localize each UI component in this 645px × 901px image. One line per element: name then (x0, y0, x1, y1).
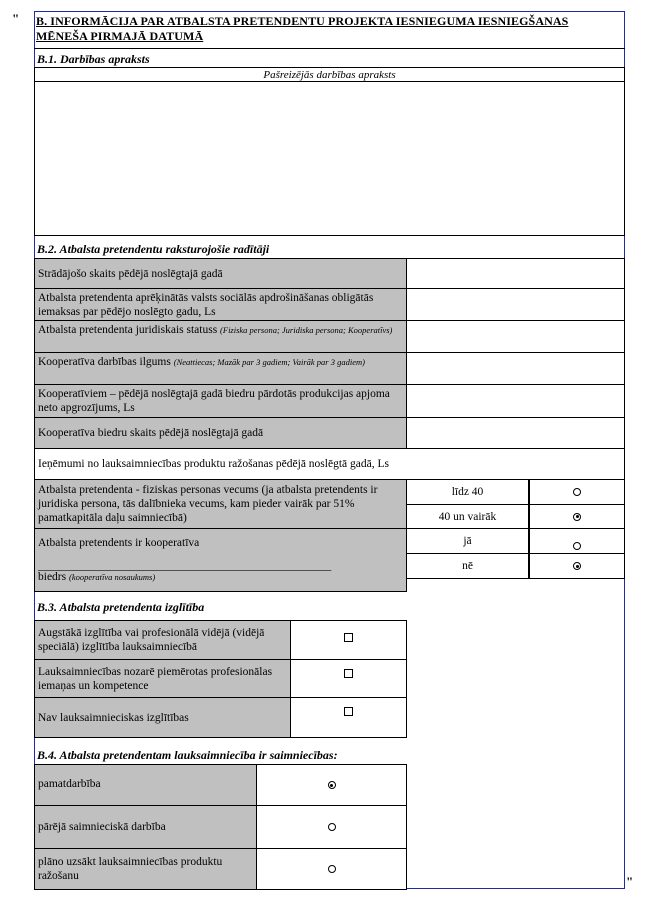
section-b-title-line2: MĒNEŠA PIRMAJĀ DATUMĀ (36, 29, 204, 43)
education-checkbox-cell[interactable] (290, 659, 407, 698)
farming-radio-cell[interactable] (256, 848, 407, 890)
b2-row-value-field[interactable] (406, 320, 625, 353)
coop-suffix: biedrs (38, 571, 69, 583)
b2-row-label-text: Atbalsta pretendenta aprēķinātās valsts sociālās apdrošināšanas obligātās iemaksas par pēdējo noslēgto gadu, Ls (38, 291, 374, 318)
b2-row-label (34, 417, 407, 449)
coop-label-cell (34, 528, 407, 592)
farming-radio-cell[interactable] (256, 805, 407, 849)
section-b-title-line1: B. INFORMĀCIJA PAR ATBALSTA PRETENDENTU PROJEKTA IESNIEGUMA IESNIEGŠANAS (36, 14, 569, 28)
opening-quote: " (12, 11, 20, 26)
education-option-text: Lauksaimniecības nozarē piemērotas profesionālas iemaņas un kompetence (38, 665, 273, 692)
b2-row-label-text: Kooperatīviem – pēdējā noslēgtajā gadā biedru pārdotās produkcijas apjoma neto apgrozījums, Ls (38, 388, 390, 414)
b2-row-value-field[interactable] (406, 417, 625, 449)
education-option-label (34, 620, 291, 660)
age-option-label: līdz 40 (406, 479, 529, 505)
b1-description-field[interactable] (34, 81, 625, 236)
b2-row-note: (Neattiecas; Mazāk par 3 gadiem; Vairāk par 3 gadiem) (173, 357, 365, 367)
farming-option-label (34, 764, 257, 806)
age-option-label: 40 un vairāk (406, 504, 529, 529)
b1-title: B.1. Darbības apraksts (37, 52, 150, 66)
education-option-label (34, 697, 291, 738)
b2-row-value-field[interactable] (406, 384, 625, 418)
checkbox[interactable] (344, 707, 353, 716)
education-option-text: Augstākā izglītība vai profesionālā vidējā (vidējā speciālā) izglītība lauksaimniecībā (38, 627, 265, 653)
radio-button-selected[interactable] (328, 781, 336, 789)
coop-option-radio-cell[interactable] (528, 528, 625, 554)
divider (34, 48, 625, 49)
age-option-radio-cell[interactable] (528, 504, 625, 529)
section-b-title (36, 14, 616, 44)
b3-title: B.3. Atbalsta pretendenta izglītība (37, 600, 205, 614)
education-option-text: Nav lauksaimnieciskas izglītības (38, 711, 189, 724)
radio-button[interactable] (573, 488, 581, 496)
coop-option-radio-cell[interactable] (528, 553, 625, 579)
farming-option-text: pamatdarbība (38, 778, 101, 790)
radio-button-selected[interactable] (573, 562, 581, 570)
radio-button[interactable] (328, 823, 336, 831)
b2-row-label-text: Strādājošo skaits pēdējā noslēgtajā gadā (38, 267, 223, 280)
b2-row-label (34, 258, 407, 289)
age-label-cell (34, 479, 407, 529)
b2-row-label-text: Atbalsta pretendenta juridiskais statuss (38, 324, 221, 336)
coop-blank-line: ___________________________________________________ (38, 560, 332, 572)
b2-row-label (34, 288, 407, 321)
age-label: Atbalsta pretendenta - fiziskas personas vecums (ja atbalsta pretendents ir juridiska persona, tās dalībnieka vecums, kam pieder vairāk par 51% pamatkapitāla daļu saimniecībā) (38, 484, 378, 524)
education-checkbox-cell[interactable] (290, 620, 407, 660)
coop-option-label: jā (406, 528, 529, 554)
coop-label: Atbalsta pretendents ir kooperatīva (38, 537, 200, 549)
b2-row-note: (Fiziska persona; Juridiska persona; Kooperatīvs) (220, 325, 393, 335)
b2-row-label (34, 352, 407, 385)
b2-row-value-field[interactable] (406, 258, 625, 289)
b2-row-label-text: Kooperatīva darbības ilgums (38, 356, 174, 368)
farming-option-label (34, 805, 257, 849)
b2-row-value-field[interactable] (406, 288, 625, 321)
radio-button[interactable] (328, 865, 336, 873)
b2-row-value-field[interactable] (406, 448, 625, 480)
b2-row-value-field[interactable] (406, 352, 625, 385)
b2-row-label-text: Kooperatīva biedru skaits pēdējā noslēgtajā gadā (38, 427, 264, 439)
b2-row-label-text: Ieņēmumi no lauksaimniecības produktu ražošanas pēdējā noslēgtā gadā, Ls (38, 458, 389, 470)
coop-option-label: nē (406, 553, 529, 579)
radio-button-selected[interactable] (573, 513, 581, 521)
checkbox[interactable] (344, 669, 353, 678)
checkbox[interactable] (344, 633, 353, 642)
farming-option-text: pārējā saimnieciskā darbība (38, 821, 166, 833)
radio-button[interactable] (573, 542, 581, 550)
farming-radio-cell[interactable] (256, 764, 407, 806)
coop-note: (kooperatīva nosaukums) (68, 572, 156, 582)
farming-option-label (34, 848, 257, 890)
education-option-label (34, 659, 291, 698)
age-option-radio-cell[interactable] (528, 479, 625, 505)
education-checkbox-cell[interactable] (290, 697, 407, 738)
b2-row-label (34, 384, 407, 418)
closing-quote: " (626, 874, 634, 889)
b1-column-header: Pašreizējās darbības apraksts (34, 67, 625, 82)
b2-row-label (34, 320, 407, 353)
b4-title: B.4. Atbalsta pretendentam lauksaimniecība ir saimniecības: (37, 748, 338, 762)
b2-title: B.2. Atbalsta pretendentu raksturojošie radītāji (37, 242, 270, 256)
farming-option-text: plāno uzsākt lauksaimniecības produktu ražošanu (38, 856, 223, 882)
